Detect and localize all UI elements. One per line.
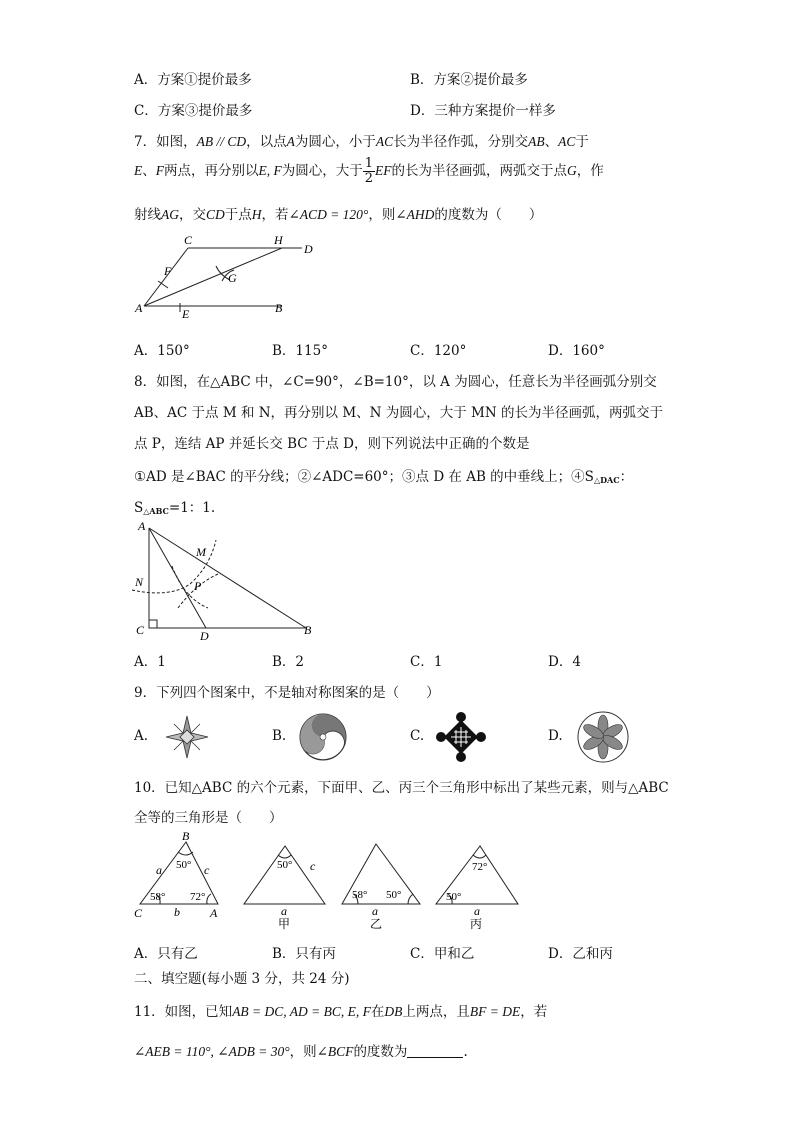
jia-side-c: c <box>310 859 316 873</box>
label-h: H <box>274 233 283 247</box>
chinese-knot-icon <box>436 712 486 762</box>
q10-figure <box>130 828 530 932</box>
q6-option-b: B．方案②提价最多 <box>410 72 528 88</box>
q6-option-a: A．方案①提价最多 <box>134 72 252 88</box>
arc-mark-f <box>158 281 168 288</box>
triskele-circle-icon <box>298 712 348 762</box>
label-c: C <box>184 233 193 247</box>
label-angle-58: 58° <box>150 891 166 903</box>
side-ab <box>149 528 306 628</box>
q10-line-1: 10．已知△ABC 的六个元素，下面甲、乙、丙三个三角形中标出了某些元素，则与△ABC <box>134 780 669 796</box>
label-side-b: b <box>174 905 180 919</box>
q9-option-b: B. <box>272 728 287 744</box>
q6-option-d: D．三种方案提价一样多 <box>410 103 556 119</box>
label-p: P <box>194 579 202 593</box>
label-jia: 甲 <box>278 917 291 931</box>
q8-line-3: 点 P，连结 AP 并延长交 BC 于点 D，则下列说法中正确的个数是 <box>134 436 530 452</box>
label-b: B <box>304 623 312 637</box>
q10-option-d: D．乙和丙 <box>548 946 613 962</box>
q7-option-a: A．150° <box>134 343 190 359</box>
q7-line-3: 射线AG，交CD于点H，若∠ACD = 120°，则∠AHD的度数为（ ） <box>134 207 543 223</box>
label-n: N <box>135 575 144 589</box>
bing-side-a: a <box>474 904 480 918</box>
label-a: A <box>138 519 146 533</box>
q7-figure <box>132 232 332 322</box>
label-e: E <box>182 307 190 321</box>
q8-option-c: C．1 <box>410 654 443 670</box>
q8-line-5: $S_{\triangle ABC}=1$：1. <box>134 500 216 516</box>
q8-figure <box>130 518 330 644</box>
q7-option-b: B．115° <box>272 343 328 359</box>
q10-line-2: 全等的三角形是（ ） <box>134 810 283 826</box>
label-yi: 乙 <box>370 917 383 931</box>
q10-option-b: B．只有丙 <box>272 946 336 962</box>
label-bing: 丙 <box>470 917 483 931</box>
right-angle-mark <box>149 620 157 628</box>
section-2-heading: 二、填空题(每小题 3 分，共 24 分) <box>134 971 350 987</box>
yi-angle-50: 50° <box>386 889 402 901</box>
q6-option-c: C．方案③提价最多 <box>134 103 253 119</box>
q7-option-c: C．120° <box>410 343 467 359</box>
jia-side-a: a <box>281 904 287 918</box>
answer-blank[interactable] <box>407 1045 463 1058</box>
q7-line-1: 7．如图，AB // CD，以点A为圆心，小于AC长为半径作弧，分别交AB、AC于 <box>134 134 589 150</box>
q9-stem: 9．下列四个图案中，不是轴对称图案的是（ ） <box>134 685 440 701</box>
q10-option-c: C．甲和乙 <box>410 946 475 962</box>
q10-option-a: A．只有乙 <box>134 946 198 962</box>
arc-from-n <box>172 566 208 608</box>
label-side-a: a <box>156 863 162 877</box>
q8-line-4: ①AD 是∠BAC 的平分线；②∠ADC=60°；③点 D 在 AB 的中垂线上；$④S_{\triangle DAC}$： <box>134 469 634 485</box>
label-d: D <box>304 242 313 256</box>
label-c: C <box>136 623 145 637</box>
q9-option-a: A. <box>134 728 149 744</box>
flower-circle-icon <box>576 710 630 764</box>
q8-line-1: 8．如图，在△ABC 中，∠C=90°，∠B=10°，以 A 为圆心，任意长为半径画弧分别交 <box>134 374 657 390</box>
q11-line-1: 11．如图，已知AB = DC, AD = BC, E, F在DB上两点，且BF = DE，若 <box>134 1004 548 1020</box>
label-side-c: c <box>204 863 210 877</box>
q7-option-d: D．160° <box>548 343 605 359</box>
label-angle-72: 72° <box>190 891 206 903</box>
label-a: A <box>135 301 143 315</box>
label-a-vertex: A <box>210 906 218 920</box>
q9-option-d: D. <box>548 728 563 744</box>
q11-line-2: ∠AEB = 110°, ∠ADB = 30°，则∠BCF的度数为 . <box>134 1044 468 1060</box>
label-m: M <box>196 545 206 559</box>
q8-option-b: B．2 <box>272 654 305 670</box>
q9-option-c: C. <box>410 728 425 744</box>
q8-option-a: A．1 <box>134 654 166 670</box>
label-f: F <box>164 264 172 278</box>
segment-ad <box>149 528 206 628</box>
compass-star-icon <box>164 714 210 760</box>
yi-side-a: a <box>372 904 378 918</box>
label-d: D <box>200 629 209 643</box>
label-g: G <box>228 271 237 285</box>
bing-angle-72: 72° <box>472 861 488 873</box>
q8-option-d: D．4 <box>548 654 581 670</box>
triangle-jia <box>244 846 325 904</box>
label-b: B <box>275 301 283 315</box>
label-angle-50: 50° <box>176 859 192 871</box>
fraction-one-half: $\frac{1}{2}$ <box>364 156 374 186</box>
bing-angle-50: 50° <box>446 891 462 903</box>
q7-line-2: E、F两点，再分别以E, F为圆心，大于 $\frac{1}{2}$ EF的长为半径画弧，两弧交于点G，作 <box>134 156 604 186</box>
yi-angle-58: 58° <box>352 889 368 901</box>
q8-line-2: AB、AC 于点 M 和 N，再分别以 M、N 为圆心，大于 MN 的长为半径画弧，两弧交于 <box>134 405 663 421</box>
label-c-vertex: C <box>134 906 143 920</box>
jia-angle-50: 50° <box>277 859 293 871</box>
label-b-vertex: B <box>182 829 190 843</box>
